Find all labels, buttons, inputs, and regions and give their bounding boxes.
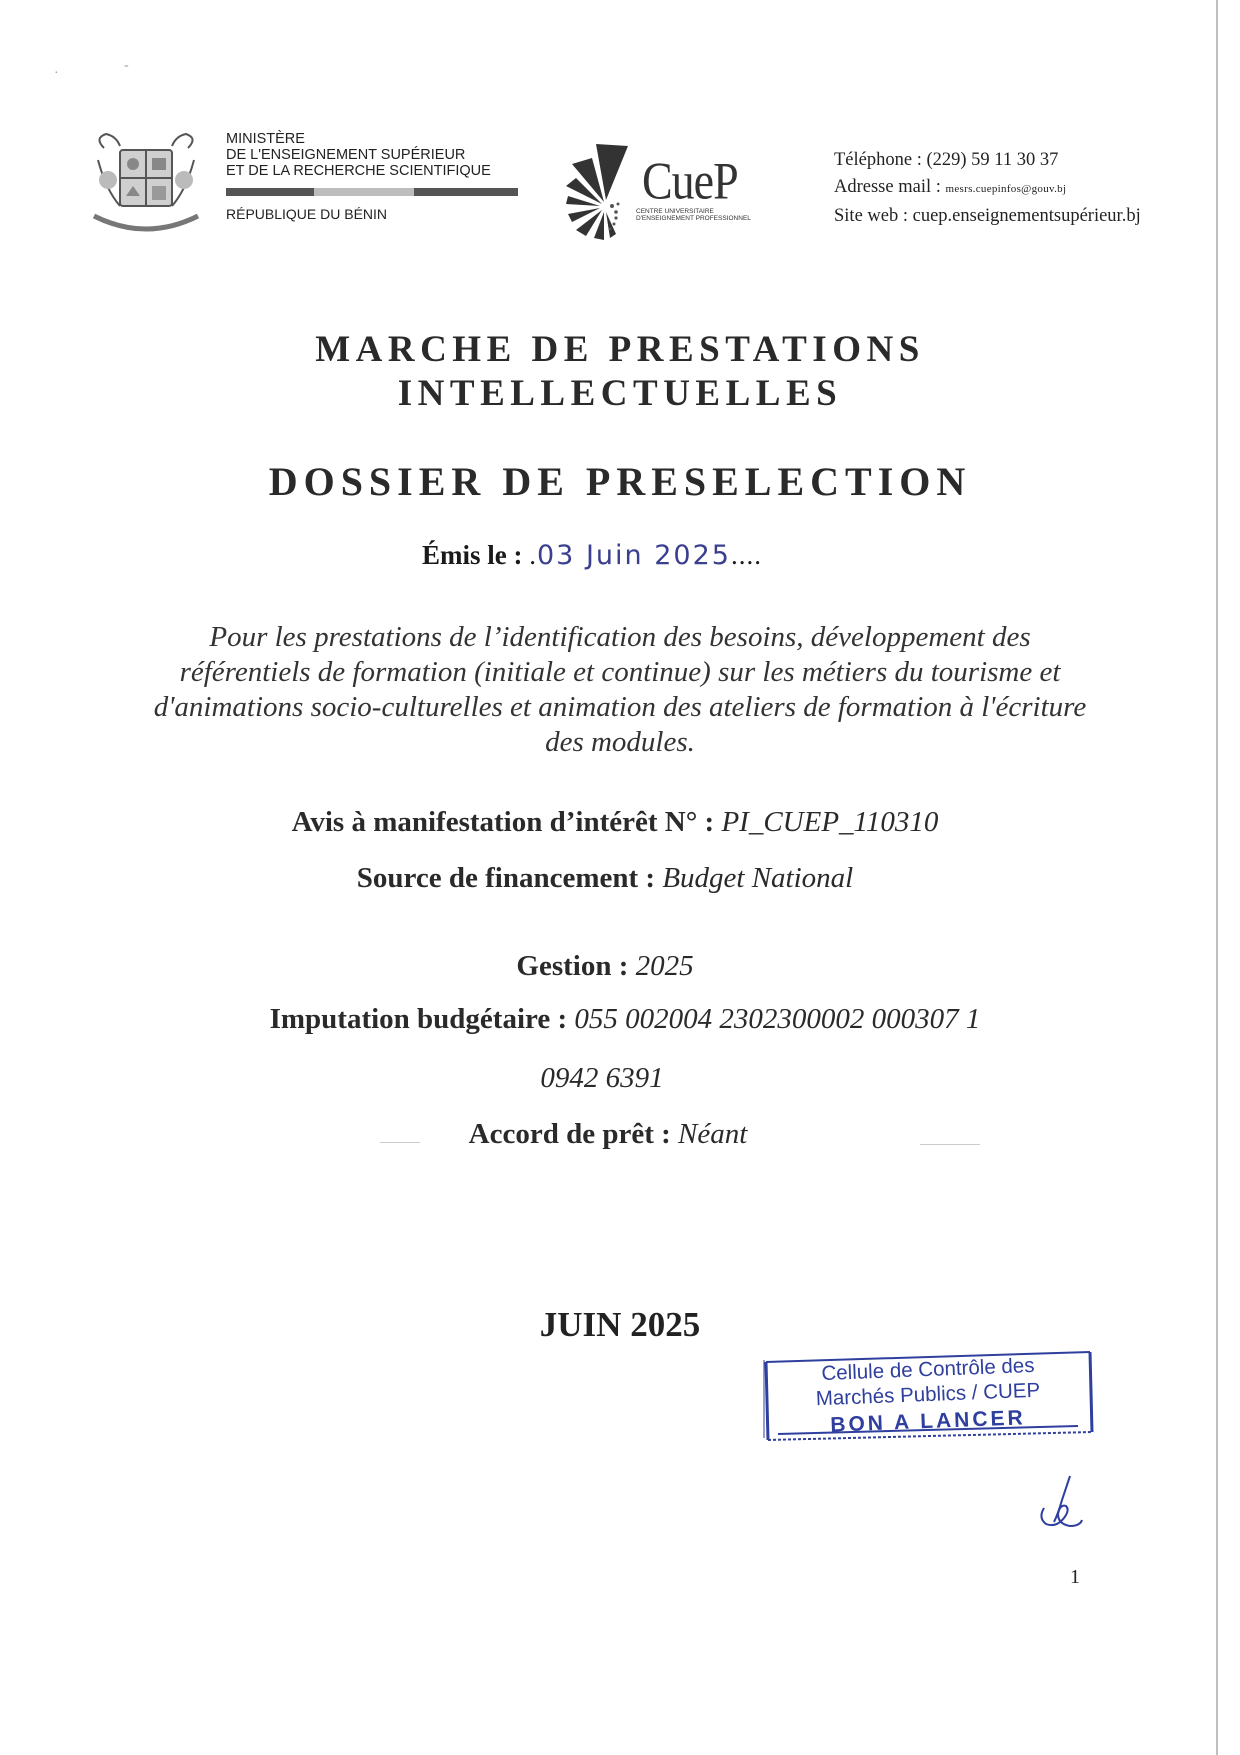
web-value: cuep.enseignementsupérieur.bj xyxy=(912,206,1141,226)
ministry-block xyxy=(226,131,526,222)
imputation-value-2: 0942 6391 xyxy=(540,1062,664,1094)
contact-phone xyxy=(834,147,1141,174)
faint-rule xyxy=(920,1144,980,1145)
avis-label: Avis à manifestation d’intérêt N° : xyxy=(291,806,715,838)
title-line-1: MARCHE DE PRESTATIONS xyxy=(315,329,925,370)
field-avis xyxy=(0,806,1235,839)
email-value: mesrs.cuepinfos@gouv.bj xyxy=(945,183,1067,195)
contact-web xyxy=(834,203,1141,230)
cuep-logo xyxy=(566,142,766,247)
accord-value: Néant xyxy=(678,1118,748,1150)
imputation-value-1: 055 002004 2302300002 000307 1 xyxy=(574,1003,981,1035)
web-label: Site web : xyxy=(834,206,908,226)
ministry-line: MINISTÈRE xyxy=(226,131,305,147)
benin-coat-of-arms-icon xyxy=(86,130,206,240)
accord-label: Accord de prêt : xyxy=(468,1118,671,1150)
scan-speck: - xyxy=(124,58,129,73)
stamp-line-2: Marchés Publics / CUEP xyxy=(815,1378,1041,1411)
faint-rule xyxy=(380,1142,420,1143)
gestion-value: 2025 xyxy=(635,950,694,982)
phone-value: (229) 59 11 30 37 xyxy=(926,150,1059,170)
source-value: Budget National xyxy=(662,862,854,894)
field-gestion xyxy=(0,950,1225,983)
stamp-line-3: BON A LANCER xyxy=(829,1406,1027,1437)
issued-label: Émis le : xyxy=(422,540,523,570)
field-source xyxy=(0,862,1225,895)
phone-label: Téléphone : xyxy=(834,150,922,170)
approval-stamp xyxy=(760,1348,1096,1444)
field-imputation xyxy=(5,1003,1240,1036)
cuep-tagline-2: D'ENSEIGNEMENT PROFESSIONNEL xyxy=(636,215,751,222)
handwritten-initials xyxy=(1036,1474,1086,1534)
source-label: Source de financement : xyxy=(356,862,656,894)
ministry-line: ET DE LA RECHERCHE SCIENTIFIQUE xyxy=(226,163,491,179)
email-label: Adresse mail : xyxy=(834,177,941,197)
field-accord xyxy=(0,1118,1228,1151)
imputation-label: Imputation budgétaire : xyxy=(269,1003,568,1035)
document-date: JUIN 2025 xyxy=(539,1305,701,1344)
flag-bar xyxy=(226,188,518,196)
page-number: 1 xyxy=(1070,1566,1080,1588)
republic-label: RÉPUBLIQUE DU BÉNIN xyxy=(226,206,388,222)
cuep-tagline-1: CENTRE UNIVERSITAIRE xyxy=(636,208,714,215)
field-imputation-cont xyxy=(0,1062,1222,1095)
handwritten-date: 03 Juin 2025 xyxy=(537,540,731,571)
description: Pour les prestations de l’identification des besoins, développement des référentiels de formation (initiale et continue) sur les métiers du tourisme et d'animations socio-culturelles et animation des ateliers de formation à l'écriture des modules. xyxy=(153,621,1087,758)
cuep-wordmark: CueP xyxy=(642,151,738,210)
title-line-3: DOSSIER DE PRESELECTION xyxy=(268,459,972,504)
avis-value: PI_CUEP_110310 xyxy=(721,806,939,838)
contact-email xyxy=(834,174,1141,203)
stamp-line-1: Cellule de Contrôle des xyxy=(821,1353,1035,1386)
cuep-tagline xyxy=(636,208,751,222)
title-line-2: INTELLECTUELLES xyxy=(397,373,843,414)
cuep-sunburst-icon xyxy=(566,142,636,242)
contact-block xyxy=(834,147,1141,230)
gestion-label: Gestion : xyxy=(516,950,629,982)
ministry-line: DE L'ENSEIGNEMENT SUPÉRIEUR xyxy=(226,147,466,163)
issued-date: Émis le : .03 Juin 2025.... xyxy=(422,540,762,571)
scan-speck: · xyxy=(54,66,59,81)
